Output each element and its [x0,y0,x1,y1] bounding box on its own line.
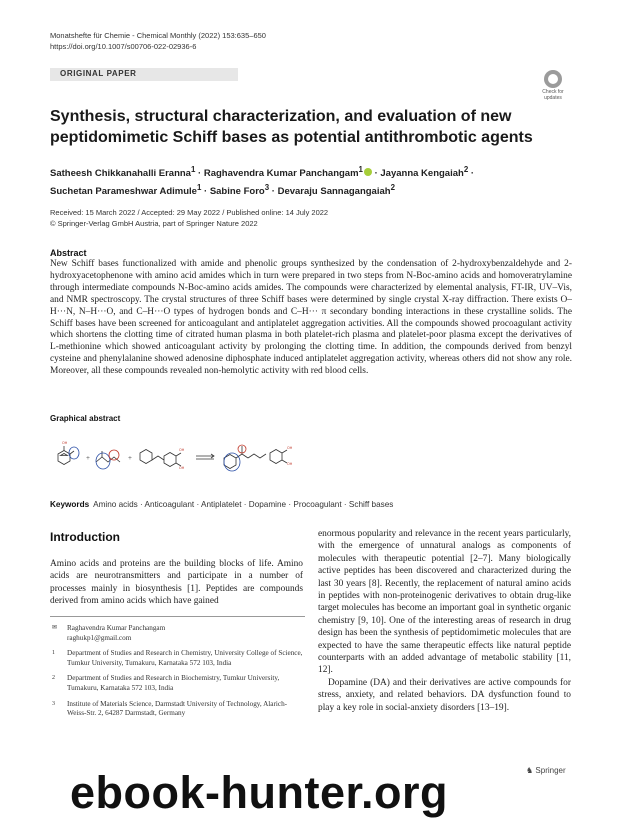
keywords-label: Keywords [50,500,90,509]
benzene-ring [58,451,70,465]
springer-horse-icon: ♞ [526,766,534,775]
intro-paragraph: enormous popularity and relevance in the recent years particularly, with the emergence of unnatural analogs as components of molecules with therapeutic potential [2–7]. Many biologically active peptides has been discovered and characterized during the last 30 years [8]. Recently, the replacement of natural amino acids in peptides with non-proteinogenic derivatives to obtain drug-like target molecules has become an important goal in synthetic organic chemistry [9, 10]. One of the interesting areas of research in drug design has been the synthesis of peptidomimetic molecules that are expected to have the same therapeutic effects like natural peptide counterparts with an added advantage of metabolic stability [11, 12]. [318,529,571,676]
highlight-circle [96,453,110,469]
corresponding-name: Raghavendra Kumar Panchangam [67,624,166,632]
affiliation [50,700,303,719]
highlight-circle [109,450,119,460]
author-name[interactable]: Jayanna Kengaiah [380,168,464,180]
footnotes [50,624,303,725]
keywords [50,500,393,509]
affiliation-text: Institute of Materials Science, Darmstadt University of Technology, Alarich-Weiss-Str. 2, 64287 Darmstadt, Germany [67,699,288,718]
abstract-text: New Schiff bases functionalized with amide and phenolic groups synthesized by the condensation of 2-hydroxybenzaldehyde and 2-hydroxyacetophenone with amino acid amides which in turn were prepared in two steps from N-Boc-amino acids and homoveratrylamine through intermediate compounds N-Boc-amino acids amides. The compounds were characterized by elemental analysis, FT-IR, UV–Vis, and NMR spectroscopy. The crystal structures of three Schiff bases were determined by single crystal X-ray diffraction. There exists O–H···N, N–H···O, and C–H···O types of hydrogen bonds and C–H··· π secondary bonding interactions in these crystalline solids. The Schiff bases have been screened for anticoagulant and antiplatelet aggregation activities. All the compounds showed procoagulant activity which shortens the clotting time of citrated human plasma in both platelet-rich plasma and platelet-poor plasma except the derivatives of L-methionine which showed anticoagulant activity by prolonging the clotting time. In addition, the compounds derived from benzyl cysteine and phenylalanine showed adenosine diphosphate induced antiplatelet aggregation activity, whereas others did not show any role. Moreover, all these compounds revealed non-hemolytic activity with red blood cells. [50,259,572,377]
ring-bond [61,454,68,456]
abstract-heading: Abstract [50,248,87,258]
svg-text:OH: OH [62,441,68,445]
date-history: Received: 15 March 2022 / Accepted: 29 May 2022 / Published online: 14 July 2022 [50,208,329,217]
affiliation-number: 3 [52,700,55,707]
publisher-name: Springer [535,766,566,775]
svg-text:OH: OH [179,448,185,452]
affiliation-mark: 2 [463,165,469,174]
envelope-icon: ✉ [52,625,58,631]
author-name[interactable]: Satheesh Chikkanahalli Eranna [50,168,191,180]
affiliation-number: 2 [52,675,55,682]
doi-link[interactable]: https://doi.org/10.1007/s00706-022-02936-6 [50,42,197,51]
highlight-circle [69,447,79,459]
intro-paragraph: Dopamine (DA) and their derivatives are active compounds for stress, anxiety, and related behaviors. DA dysfunction found to play a key role in social-anxiety disorders [13–19]. [318,677,571,713]
copyright-line: © Springer-Verlag GmbH Austria, part of Springer Nature 2022 [50,218,258,228]
affiliation [50,674,303,693]
svg-text:OH: OH [179,466,185,470]
affiliation-text: Department of Studies and Research in Biochemistry, Tumkur University, Tumakuru, Karnataka 572 103, India [67,674,280,692]
svg-text:OH: OH [287,462,293,466]
affiliation-text: Department of Studies and Research in Chemistry, University College of Science, Tumkur University, Tumakuru, Karnataka 572 103, India [67,649,303,667]
springer-logo [526,766,566,775]
orcid-icon[interactable] [364,168,372,176]
author-name[interactable]: Sabine Foro [209,186,265,198]
paper-title: Synthesis, structural characterization, and evaluation of new peptidomimetic Schiff bases as potential antithrombotic agents [50,108,533,146]
svg-text:+: + [128,454,132,462]
affiliation-mark: 1 [190,165,196,174]
watermark: ebook-hunter.org [70,767,448,818]
paper-type-label: ORIGINAL PAPER [60,69,137,78]
affiliation-mark: 2 [390,183,395,193]
introduction-left-column: Amino acids and proteins are the building blocks of life. Amino acids are neurotransmitters and participate in a number of processes mainly in biosynthesis [1]. Peptides are compounds derived from amino acids which have gained [50,559,303,607]
affiliation-number: 1 [52,650,55,657]
corresponding-author [50,624,303,643]
affiliation-mark: 1 [196,183,202,193]
introduction-heading: Introduction [50,530,120,544]
check-for-updates-badge[interactable] [538,70,568,104]
footnote-divider [50,616,305,617]
author-name[interactable]: Devaraju Sannagangaiah [277,186,391,198]
svg-text:OH: OH [287,446,293,450]
introduction-right-column [318,528,571,714]
affiliation-mark: 1 [358,165,363,174]
affiliation [50,649,303,668]
check-updates-label: Check for updates [542,89,564,101]
author-list: Satheesh Chikkanahalli Eranna$^1$ · Raghavendra Kumar Panchangam$^1$ · Jayanna Kengaiah$^2$ · Suchetan Parameshwar Adimule$^1$ · Sabine Foro$^3$ · Devaraju Sannagangaiah$^2$ [50,165,475,198]
author-name[interactable]: Raghavendra Kumar Panchangam [203,168,359,180]
corresponding-email[interactable]: raghukp1@gmail.com [67,633,132,642]
svg-text:+: + [86,454,90,462]
journal-citation: Monatshefte für Chemie - Chemical Monthly (2022) 153:635–650 [50,31,266,40]
graphical-abstract-heading: Graphical abstract [50,414,121,423]
journal-header [50,30,266,52]
check-updates-icon [544,70,562,88]
graphical-abstract-scheme [48,432,308,482]
keywords-list: Amino acids · Anticoagulant · Antiplatelet · Dopamine · Procoagulant · Schiff bases [93,500,394,509]
author-name[interactable]: Suchetan Parameshwar Adimule [50,186,197,198]
publication-dates [50,208,328,229]
affiliation-mark: 3 [264,183,270,193]
